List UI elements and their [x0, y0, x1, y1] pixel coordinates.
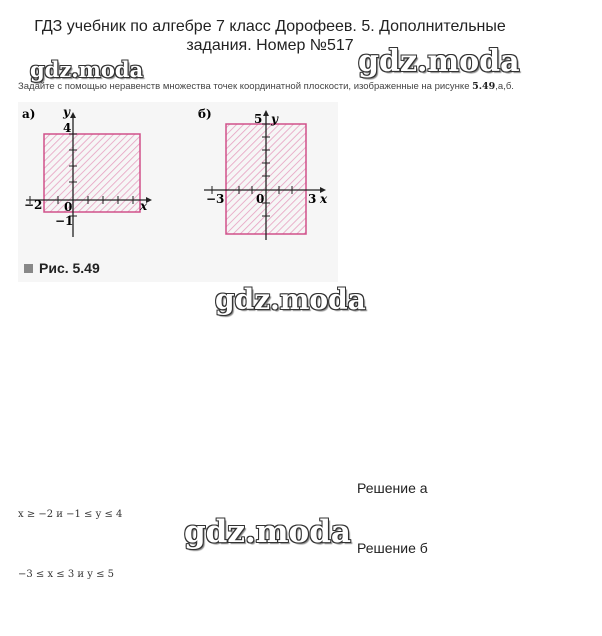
figure-caption	[24, 260, 100, 276]
tick-x-left-b: −3	[206, 192, 225, 206]
solution-a-label: Решение а	[357, 480, 428, 496]
y-arrow-b	[263, 110, 269, 116]
x-label-a: x	[140, 199, 148, 213]
y-label-b: y	[271, 112, 278, 126]
watermark-logo: gdz.moda	[30, 57, 144, 82]
label-a: а)	[22, 107, 36, 121]
tick-x-left-a: −2	[24, 198, 43, 212]
label-b: б)	[198, 107, 212, 121]
tick-y-bottom-a: −1	[55, 214, 74, 228]
solution-a-math: x ≥ −2 и −1 ≤ y ≤ 4	[18, 509, 123, 520]
figure-5-49	[18, 102, 338, 282]
origin-a: 0	[64, 200, 73, 214]
origin-b: 0	[256, 192, 265, 206]
task-text	[18, 81, 598, 93]
task-figure-ref: 5.49	[472, 81, 496, 92]
y-arrow-a	[70, 112, 76, 118]
watermark-logo: gdz.moda	[358, 44, 520, 79]
caption-text: Рис. 5.49	[39, 260, 100, 276]
solution-b-label: Решение б	[357, 540, 428, 556]
figure-diagram	[18, 102, 338, 282]
title-line-1: ГДЗ учебник по алгебре 7 класс Дорофеев. 5. Дополнительные	[34, 18, 506, 35]
tick-x-right-b: 3	[308, 192, 317, 206]
solution-b-math: −3 ≤ x ≤ 3 и y ≤ 5	[18, 569, 114, 580]
task-suffix: ,а,б.	[495, 81, 514, 92]
title-line-2: задания. Номер №517	[186, 37, 354, 54]
watermark-logo: gdz.moda	[184, 514, 351, 550]
tick-y-top-a: 4	[63, 121, 72, 135]
caption-square-icon	[24, 264, 33, 273]
y-label-a: y	[63, 105, 70, 119]
tick-y-top-b: 5	[254, 112, 263, 126]
x-label-b: x	[320, 192, 328, 206]
watermark-logo: gdz.moda	[215, 283, 366, 316]
task-body: Задайте с помощью неравенств множества точек координатной плоскости, изображенные на рисунке	[18, 81, 473, 92]
